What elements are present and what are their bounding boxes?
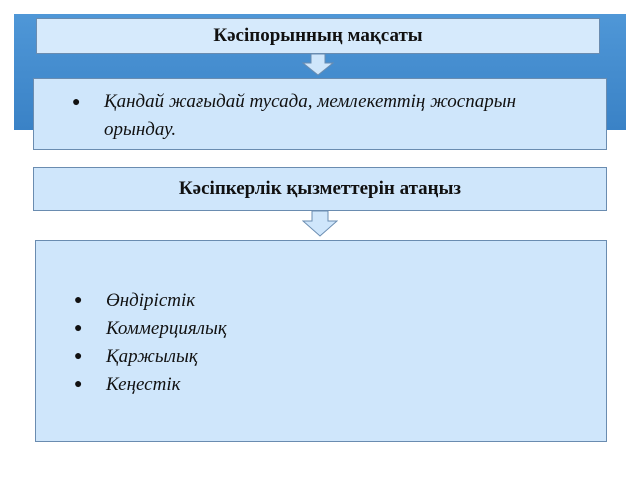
goal-box [33, 78, 607, 150]
bullet-icon: ● [74, 321, 83, 336]
list-item: ● Кеңестік [106, 371, 227, 399]
list-item: ● Қаржылық [106, 343, 227, 371]
functions-box [35, 240, 607, 442]
functions-title-box [33, 167, 607, 211]
list-item: ● Өндірістік [106, 287, 227, 315]
functions-title: Кәсіпкерлік қызметтерін атаңыз [178, 178, 462, 199]
bullet-icon: ● [74, 377, 83, 392]
list-item: ● Коммерциялық [106, 315, 227, 343]
down-arrow-icon [302, 54, 334, 76]
goal-item: ● Қандай жағыдай тусада, мемлекеттің жоспарын орындау. [72, 91, 517, 140]
bullet-icon: ● [74, 349, 83, 364]
goal-title: Кәсіпорынның мақсаты [213, 25, 423, 46]
bullet-icon: ● [72, 95, 81, 110]
bullet-icon: ● [74, 293, 83, 308]
goal-list [72, 88, 584, 144]
goal-title-box [36, 18, 600, 54]
down-arrow-icon [302, 211, 338, 237]
functions-list [74, 287, 227, 399]
